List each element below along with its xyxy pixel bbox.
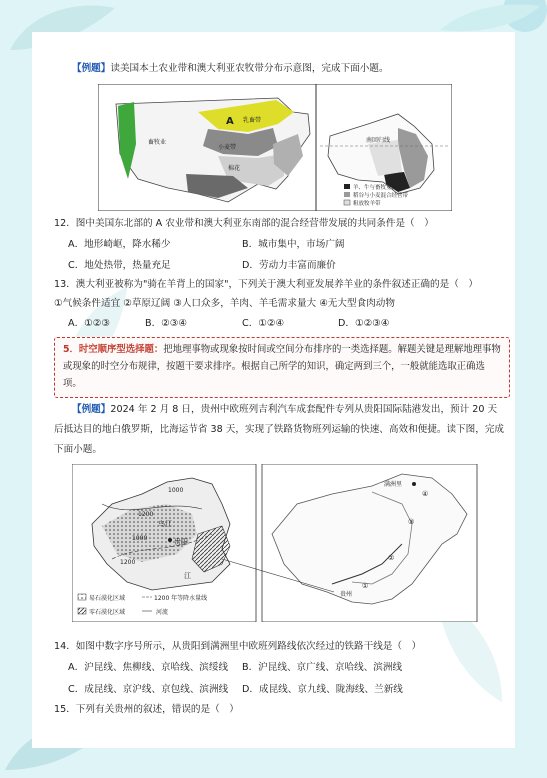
q12-option-c[interactable]: C．地处热带，热量充足 [68, 260, 171, 271]
example1-line [72, 62, 389, 76]
q15-stem: 15．下列有关贵州的叙述，错误的是（ ） [54, 704, 239, 715]
map2-num-2: ② [388, 554, 395, 562]
map2-river-wujiang: 乌江 [158, 520, 172, 528]
tip-content [55, 338, 509, 395]
map2-num-1: ① [362, 582, 369, 590]
q12-stem: 12．图中美国东北部的 A 农业带和澳大利亚东南部的混合经营带发展的共同条件是（ ） [54, 218, 434, 229]
map2-legend-3: 零石漠化区域 [89, 609, 126, 616]
q14-option-a[interactable]: A．沪昆线、焦柳线、京哈线、滨绥线 [68, 662, 229, 673]
map2-num-3: ③ [408, 518, 415, 526]
guizhou-railway-map [72, 464, 478, 622]
map1-legend-3: 粗放牧羊带 [353, 201, 381, 207]
map2-contour-3: 1200 [120, 559, 136, 566]
q13-option-d[interactable]: D．①②③④ [338, 318, 390, 329]
tip-text: 把地理事物或现象按时间或空间分布排序的一类选择题。解题关键是理解地理事物或现象的时空分布规律，按题干要求排序。根据自己所学的知识，确定两到三个，一般就能选取正确选项。 [63, 344, 501, 389]
q14-option-c[interactable]: C．成昆线、京沪线、京包线、滨洲线 [68, 684, 229, 695]
q13-conditions: ①气候条件适宜 ②草原辽阔 ③人口众多，羊肉、羊毛需求量大 ④无大型食肉动物 [54, 298, 395, 309]
q13-stem: 13．澳大利亚被称为"骑在羊背上的国家"，下列关于澳大利亚发展养羊业的条件叙述正确的是（ ） [54, 279, 478, 290]
map2-contour-2: 1000 [132, 535, 148, 542]
map1-tropic-label: 南回归线 [366, 137, 391, 144]
map2-place-guiyang: 贵阳 [174, 538, 188, 546]
q13-option-b[interactable]: B．②③④ [145, 318, 187, 329]
map1-cotton-label: 棉花 [228, 165, 241, 172]
map1-dairy-label: 乳畜带 [243, 117, 262, 124]
q12-option-b[interactable]: B．城市集中，市场广阔 [242, 239, 345, 250]
q14-stem: 14．如图中数字序号所示，从贵阳到满洲里中欧班列路线依次经过的铁路干线是（ ） [54, 641, 422, 652]
document-page [32, 32, 515, 748]
map1-legend-2: 稻谷与小麦混合经营带 [353, 193, 409, 199]
example2-text: 2024 年 2 月 8 日，贵州中欧班列吉利汽车成套配件专列从贵阳国际陆港发出，预计 20 天后抵达目的地白俄罗斯，比海运节省 38 天，实现了铁路货物班列运输的快速、高效和便捷。读下图，完成下面小题。 [54, 404, 505, 455]
map1-wheat-label: 小麦带 [218, 144, 237, 151]
map2-legend-2: 1200 年等降水量线 [154, 595, 208, 602]
map1-region-a: A [226, 116, 234, 127]
example1-tag: 【例题】 [72, 63, 111, 74]
q13-option-c[interactable]: C．①②④ [242, 318, 285, 329]
map2-river-jiang: 江 [184, 572, 191, 580]
q14-option-b[interactable]: B．沪昆线、京广线、京哈线、滨洲线 [242, 662, 403, 673]
map2-legend-1: 易石漠化区域 [89, 595, 126, 602]
map2-num-4: ④ [422, 490, 429, 498]
map2-contour-1: 1200 [138, 511, 154, 518]
q13-option-a[interactable]: A．①②③ [68, 318, 110, 329]
example2-paragraph [54, 400, 506, 460]
q12-option-a[interactable]: A．地形崎岖，降水稀少 [68, 239, 171, 250]
map2-legend-4: 河流 [156, 609, 169, 616]
map2-contour-4: 1000 [168, 487, 184, 494]
us-au-agriculture-map [98, 84, 452, 211]
tip-box [54, 337, 510, 398]
map1-legend-1: 羊、牛与畜牧业混合 [353, 185, 403, 191]
example1-text: 读美国本土农业带和澳大利亚农牧带分布示意图，完成下面小题。 [110, 63, 389, 74]
q14-option-d[interactable]: D．成昆线、京九线、陇海线、兰新线 [242, 684, 403, 695]
tip-title: 5．时空顺序型选择题： [63, 344, 164, 355]
map2-city-guizhou: 贵州 [340, 591, 353, 598]
q12-option-d[interactable]: D．劳动力丰富而廉价 [242, 260, 336, 271]
example2-tag: 【例题】 [72, 404, 111, 415]
map2-city-manzhouli: 满洲里 [384, 481, 403, 488]
map1-pasture-label: 畜牧业 [148, 139, 167, 146]
